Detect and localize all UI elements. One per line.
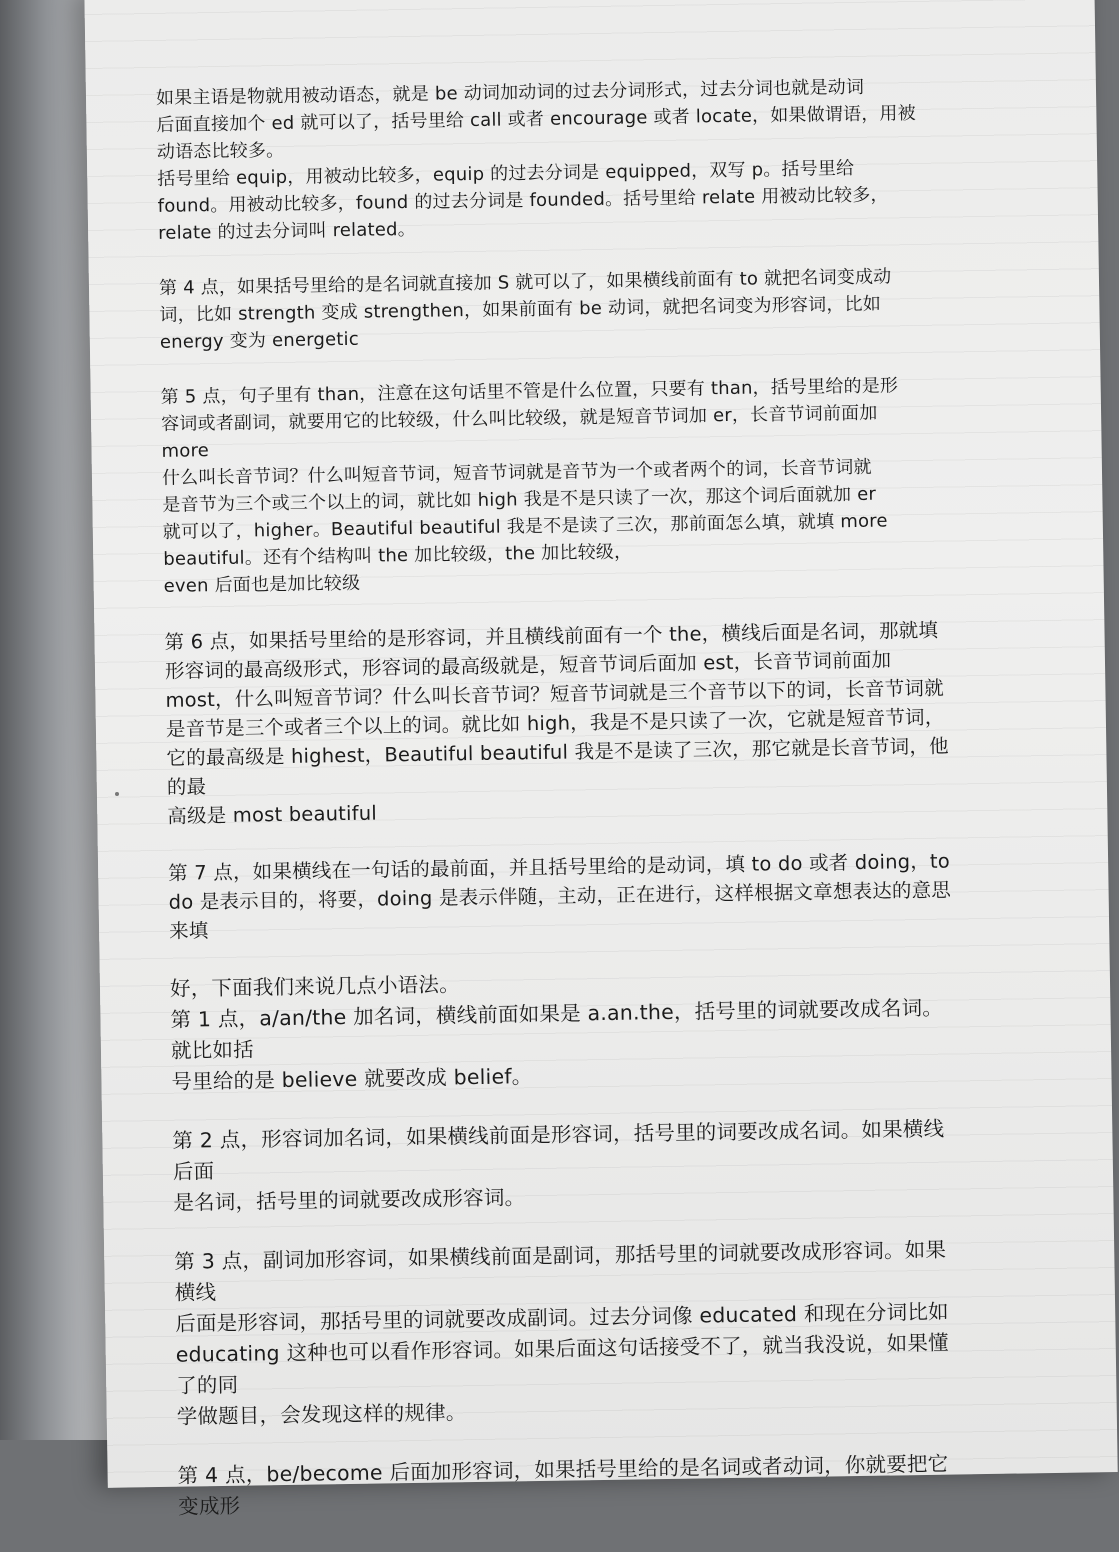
text-line: beautiful。还有个结构叫 the 加比较级，the 加比较级， — [163, 541, 633, 570]
text-line: 是音节为三个或三个以上的词，就比如 high 我是不是只读了一次，那这个词后面就加 er — [162, 483, 877, 516]
text-line: 高级是 most beautiful — [167, 801, 378, 828]
text-line: 第 1 点，a/an/the 加名词，横线前面如果是 a.an.the，括号里的词就要改成名词。就比如括 — [170, 995, 944, 1063]
text-line: 后面直接加个 ed 就可以了，括号里给 call 或者 encourage 或者 locate，如果做谓语，用被 — [156, 102, 917, 136]
text-line: 好，下面我们来说几点小语法。 — [169, 972, 460, 1001]
text-line: 容词或者副词，就要用它的比较级，什么叫比较级，就是短音节词加 er，长音节词前面加 — [160, 402, 878, 435]
paragraph-grammar-intro — [170, 961, 962, 1097]
text-line: 动语态比较多。 — [156, 139, 285, 163]
paragraph-grammar-point-2 — [172, 1113, 963, 1218]
paragraph-passive-voice — [156, 73, 948, 247]
text-line: educating 这种也可以看作形容词。如果后面这句话接受不了，就当我没说，如果懂了的同 — [175, 1330, 949, 1398]
document-page — [84, 0, 1117, 1519]
paragraph-grammar-point-4 — [177, 1448, 968, 1522]
text-line: 就可以了，higher。Beautiful beautiful 我是不是读了三次，那前面怎么填，就填 more — [162, 510, 888, 543]
text-line: relate 的过去分词叫 related。 — [157, 218, 417, 244]
text-line: 括号里给 equip，用被动比较多，equip 的过去分词是 equipped，双写 p。括号里给 — [157, 157, 855, 190]
text-line: 第 4 点，be/become 后面加形容词，如果括号里给的是名词或者动词，你就要把它变成形 — [177, 1451, 949, 1519]
paragraph-point-6 — [164, 615, 957, 830]
paragraph-point-7 — [168, 846, 959, 945]
ink-dot — [115, 792, 119, 796]
page-content — [156, 73, 969, 1551]
text-line: 形容词的最高级形式，形容词的最高级就是，短音节词后面加 est，长音节词前面加 — [164, 648, 892, 683]
text-line: 第 3 点，副词加形容词，如果横线前面是副词，那括号里的词就要改成形容词。如果横线 — [174, 1237, 947, 1305]
text-line: 第 2 点，形容词加名词，如果横线前面是形容词，括号里的词要改成名词。如果横线后面 — [172, 1116, 945, 1184]
paragraph-point-5 — [161, 371, 954, 599]
text-line: 什么叫长音节词？什么叫短音节词，短音节词就是音节为一个或者两个的词，长音节词就 — [161, 456, 872, 489]
text-line: 是名词，括号里的词就要改成形容词。 — [173, 1185, 526, 1215]
text-line: even 后面也是加比较级 — [163, 572, 361, 597]
text-line: 后面是形容词，那括号里的词就要改成副词。过去分词像 educated 和现在分词比如 — [175, 1299, 949, 1336]
text-line: 号里给的是 believe 就要改成 belief。 — [171, 1064, 533, 1094]
text-line: do 是表示目的，将要，doing 是表示伴随，主动，正在进行，这样根据文章想表达的意思 — [168, 878, 952, 914]
text-line: 第 6 点，如果括号里给的是形容词，并且横线前面有一个 the，横线后面是名词，那就填 — [164, 618, 939, 654]
text-line: 它的最高级是 highest，Beautiful beautiful 我是不是读了三次，那它就是长音节词，他的最 — [166, 734, 949, 799]
paragraph-grammar-point-3 — [174, 1234, 967, 1432]
text-line: most，什么叫短音节词？什么叫长音节词？短音节词就是三个音节以下的词，长音节词就 — [165, 676, 945, 712]
text-line: energy 变为 energetic — [159, 328, 360, 353]
text-line: 来填 — [168, 919, 209, 943]
text-line: 学做题目，会发现这样的规律。 — [176, 1400, 467, 1429]
text-line: found。用被动比较多，found 的过去分词是 founded。括号里给 relate 用被动比较多， — [157, 184, 889, 217]
text-line: 如果主语是物就用被动语态，就是 be 动词加动词的过去分词形式，过去分词也就是动词 — [155, 76, 865, 109]
paragraph-point-4 — [159, 262, 950, 355]
text-line: 第 5 点，句子里有 than，注意在这句话里不管是什么位置，只要有 than，括号里给的是形 — [160, 375, 899, 408]
text-line: 第 7 点，如果横线在一句话的最前面，并且括号里给的是动词，填 to do 或者 doing，to — [168, 849, 951, 885]
text-line: 第 4 点，如果括号里给的是名词就直接加 S 就可以了，如果横线前面有 to 就把名词变成动 — [158, 266, 892, 299]
text-line: more — [161, 440, 210, 462]
text-line: 是音节是三个或者三个以上的词。就比如 high，我是不是只读了一次，它就是短音节词， — [165, 705, 945, 741]
text-line: 词，比如 strength 变成 strengthen，如果前面有 be 动词，就把名词变为形容词，比如 — [159, 293, 882, 326]
